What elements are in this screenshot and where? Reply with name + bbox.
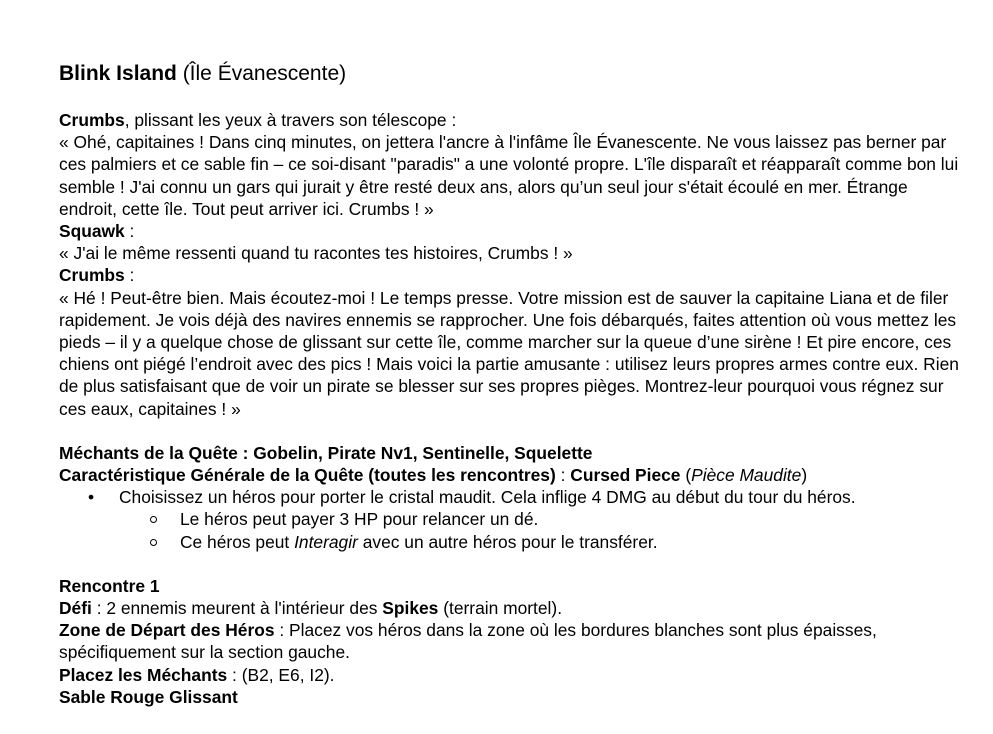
speaker-colon: : [124, 221, 135, 242]
intro-line-squawk [59, 220, 959, 242]
start-zone-label: Zone de Départ des Héros [59, 620, 275, 641]
quote-squawk: « J'ai le même ressenti quand tu racontes tes histoires, Crumbs ! » [59, 243, 573, 264]
place-villains-text: : (B2, E6, I2). [227, 664, 335, 685]
quest-villains [59, 442, 959, 464]
subrule-1: Le héros peut payer 3 HP pour relancer un dé. [180, 509, 539, 530]
spacer [59, 420, 959, 442]
start-zone-text: : Placez vos héros dans la zone où les bordures blanches sont plus épaisses, spécifiquement sur la section gauche. [59, 620, 877, 663]
quest-feature [59, 464, 959, 486]
quest-rules-list [59, 486, 959, 553]
quest-feature-open: ( [680, 465, 692, 486]
subrule-2-post: avec un autre héros pour le transférer. [357, 531, 658, 552]
quest-subrules-list [119, 508, 959, 552]
document-page [59, 59, 959, 708]
encounter-heading-text: Rencontre 1 [59, 575, 160, 596]
list-item [180, 508, 959, 530]
speaker-squawk: Squawk [59, 221, 125, 242]
list-item [180, 531, 959, 553]
spacer [59, 553, 959, 575]
quest-feature-colon: : [555, 465, 571, 486]
subrule-2-pre: Ce héros peut [180, 531, 295, 552]
challenge-post: (terrain mortel). [438, 598, 563, 619]
challenge-bold: Spikes [382, 598, 439, 619]
quest-villains-text: Méchants de la Quête : Gobelin, Pirate Nv1, Sentinelle, Squelette [59, 442, 593, 463]
encounter-start-zone [59, 619, 959, 663]
challenge-label: Défi [59, 598, 92, 619]
quote-crumbs-2: « Hé ! Peut-être bien. Mais écoutez-moi ! Le temps presse. Votre mission est de sauver la capitaine Liana et de filer rapidement. Je vois déjà des navires ennemis se rapprocher. Une fois débarqués, faites attention où vous mettez les pieds – il y a quelque chose de glissant sur cette île, comme marcher sur la queue d’une sirène ! Et pire encore, ces chiens ont piégé l’endroit avec des pics ! Mais voici la partie amusante : utilisez leurs propres armes contre eux. Rien de plus satisfaisant que de voir un pirate se blesser sur ses propres pièges. Montrez-leur pourquoi vous régnez sur ces eaux, capitaines ! » [59, 287, 959, 419]
encounter-place-villains [59, 664, 959, 686]
encounter-heading [59, 575, 959, 597]
list-item [119, 486, 959, 553]
speaker-action: , plissant les yeux à travers son télescope : [124, 110, 457, 130]
quote-crumbs-1: « Ohé, capitaines ! Dans cinq minutes, on jettera l'ancre à l'infâme Île Évanescente. Ne vous laissez pas berner par ces palmiers et ce sable fin – ce soi-disant "paradis" a une volonté propre. L'île disparaît et réapparaît comme bon lui semble ! J'ai connu un gars qui jurait y être resté deux ans, alors qu’un seul jour s'était écoulé en mer. Étrange endroit, cette île. Tout peut arriver ici. Crumbs ! » [59, 132, 959, 219]
page-title [59, 59, 959, 89]
title-main: Blink Island [59, 62, 177, 85]
subrule-2-em: Interagir [294, 531, 358, 552]
quest-feature-close: ) [801, 465, 808, 486]
challenge-pre: : 2 ennemis meurent à l'intérieur des [91, 598, 383, 619]
sand-heading [59, 686, 959, 708]
quest-feature-label: Caractéristique Générale de la Quête (toutes les rencontres) [59, 465, 556, 486]
intro-line-crumbs-2 [59, 264, 959, 286]
sand-heading-text: Sable Rouge Glissant [59, 686, 238, 707]
intro-line-crumbs [59, 109, 959, 131]
quest-feature-name: Cursed Piece [570, 465, 681, 486]
rule-bullet-1: Choisissez un héros pour porter le cristal maudit. Cela inflige 4 DMG au début du tour du héros. [119, 487, 856, 508]
quest-feature-translation: Pièce Maudite [691, 465, 802, 486]
place-villains-label: Placez les Méchants [59, 664, 228, 685]
encounter-challenge [59, 597, 959, 619]
speaker-crumbs-2: Crumbs [59, 265, 125, 286]
speaker-crumbs: Crumbs [59, 110, 125, 130]
title-subtitle: (Île Évanescente) [176, 62, 347, 85]
speaker-colon-2: : [124, 265, 135, 286]
